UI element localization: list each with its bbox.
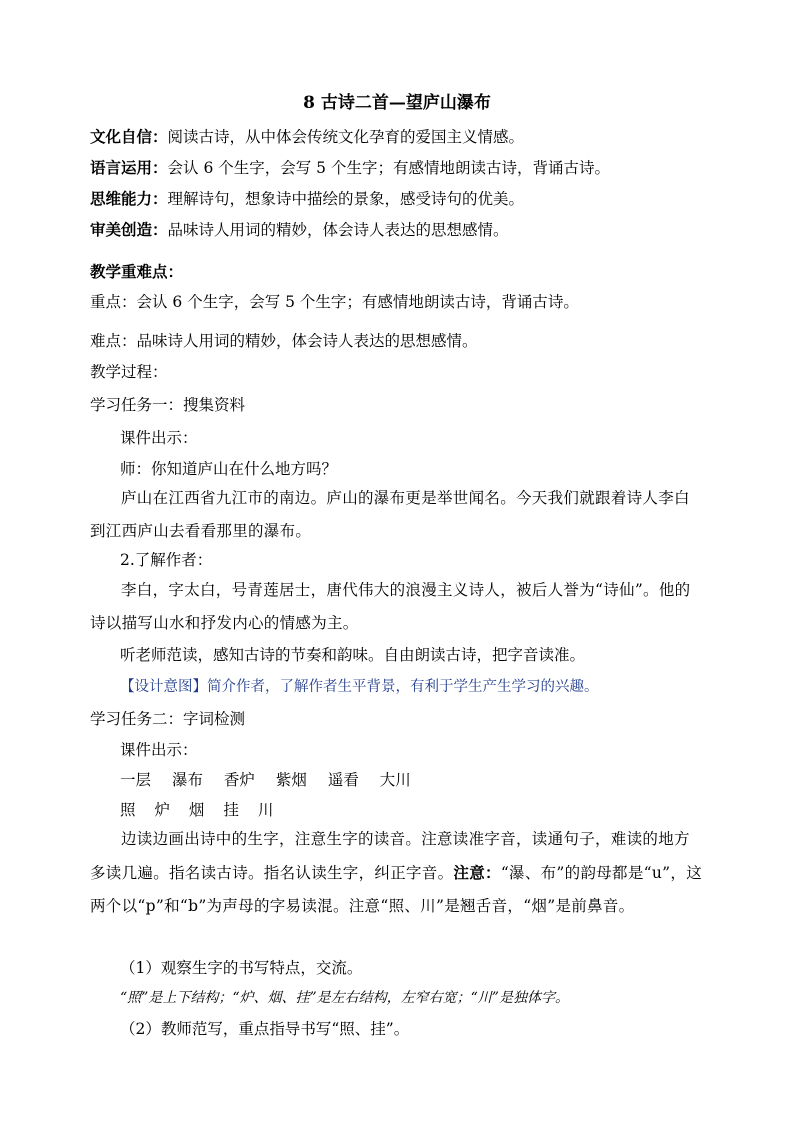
goal-label: 语言运用： xyxy=(90,158,168,177)
word-item: 大川 xyxy=(379,771,411,789)
paragraph-libai: 李白，字太白，号青莲居士，唐代伟大的浪漫主义诗人，被后人誉为“诗仙”。他的诗以描写山水和抒发内心的情感为主。 xyxy=(90,581,691,632)
goal-text: 会认 6 个生字，会写 5 个生字；有感情地朗读古诗，背诵古诗。 xyxy=(167,159,610,177)
word-item: 一层 xyxy=(120,771,152,789)
goal-thinking xyxy=(90,189,524,209)
word-item: 瀑布 xyxy=(171,771,203,789)
goal-text: 理解诗句，想象诗中描绘的景象，感受诗句的优美。 xyxy=(167,190,525,208)
task1-heading: 学习任务一：搜集资料 xyxy=(90,396,246,414)
goal-cultural-confidence xyxy=(90,127,524,147)
paragraph-reading-guide xyxy=(90,823,704,923)
char-item: 照 xyxy=(120,801,136,819)
char-item: 烟 xyxy=(188,801,205,819)
attention-text: “瀑、布”的韵母都是“u”，这两个以“p”和“b”为声母的字易读混。注意“照、川”是翘舌音，“烟”是前鼻音。 xyxy=(90,864,702,915)
word-item: 香炉 xyxy=(223,771,255,789)
char-item: 炉 xyxy=(154,801,170,819)
char-item: 川 xyxy=(257,801,274,819)
word-list xyxy=(120,770,427,790)
task1-courseware: 课件出示： xyxy=(120,429,198,447)
step-demo: （2）教师范写，重点指导书写“照、挂”。 xyxy=(120,1020,410,1038)
paragraph-lushan: 庐山在江西省九江市的南边。庐山的瀑布更是举世闻名。今天我们就跟着诗人李白到江西庐山去看看那里的瀑布。 xyxy=(90,489,690,540)
process-heading: 教学过程： xyxy=(90,363,168,381)
paragraph-read: 听老师范读，感知古诗的节奏和韵味。自由朗读古诗，把字音读准。 xyxy=(120,646,586,664)
task2-courseware: 课件出示： xyxy=(120,741,198,759)
goal-language-use xyxy=(90,158,610,178)
word-item: 紫烟 xyxy=(275,771,307,789)
difficult-point: 难点：品味诗人用词的精妙，体会诗人表达的思想感情。 xyxy=(90,332,478,350)
goal-label: 文化自信： xyxy=(90,127,168,146)
task1-subheading: 2.了解作者： xyxy=(120,551,213,569)
teacher-question: 师：你知道庐山在什么地方吗？ xyxy=(120,460,338,478)
goal-text: 品味诗人用词的精妙，体会诗人表达的思想感情。 xyxy=(167,221,509,239)
key-points-heading: 教学重难点： xyxy=(90,262,184,281)
word-item: 遥看 xyxy=(327,771,359,789)
design-note: 【设计意图】简介作者，了解作者生平背景，有利于学生产生学习的兴趣。 xyxy=(120,679,599,695)
goal-text: 阅读古诗，从中体会传统文化孕育的爱国主义情感。 xyxy=(167,128,525,146)
task2-heading: 学习任务二：字词检测 xyxy=(90,710,246,728)
reading-guide-text: 边读边画出诗中的生字，注意生字的读音。注意读准字音，读通句子，难读的地方多读几遍。指名读古诗。指名认读生字，纠正字音。 xyxy=(90,830,690,882)
goal-label: 审美创造： xyxy=(90,220,168,239)
attention-label: 注意： xyxy=(453,863,501,882)
structure-note: “照”是上下结构；“炉、烟、挂”是左右结构，左窄右宽；“川”是独体字。 xyxy=(120,990,569,1006)
step-observe: （1）观察生字的书写特点，交流。 xyxy=(120,959,363,977)
goal-aesthetic xyxy=(90,220,509,240)
key-point: 重点：会认 6 个生字，会写 5 个生字；有感情地朗读古诗，背诵古诗。 xyxy=(90,293,579,311)
goal-label: 思维能力： xyxy=(90,189,168,208)
char-item: 挂 xyxy=(223,801,239,819)
char-list xyxy=(120,800,287,820)
page-title: 8 古诗二首—望庐山瀑布 xyxy=(303,93,491,113)
